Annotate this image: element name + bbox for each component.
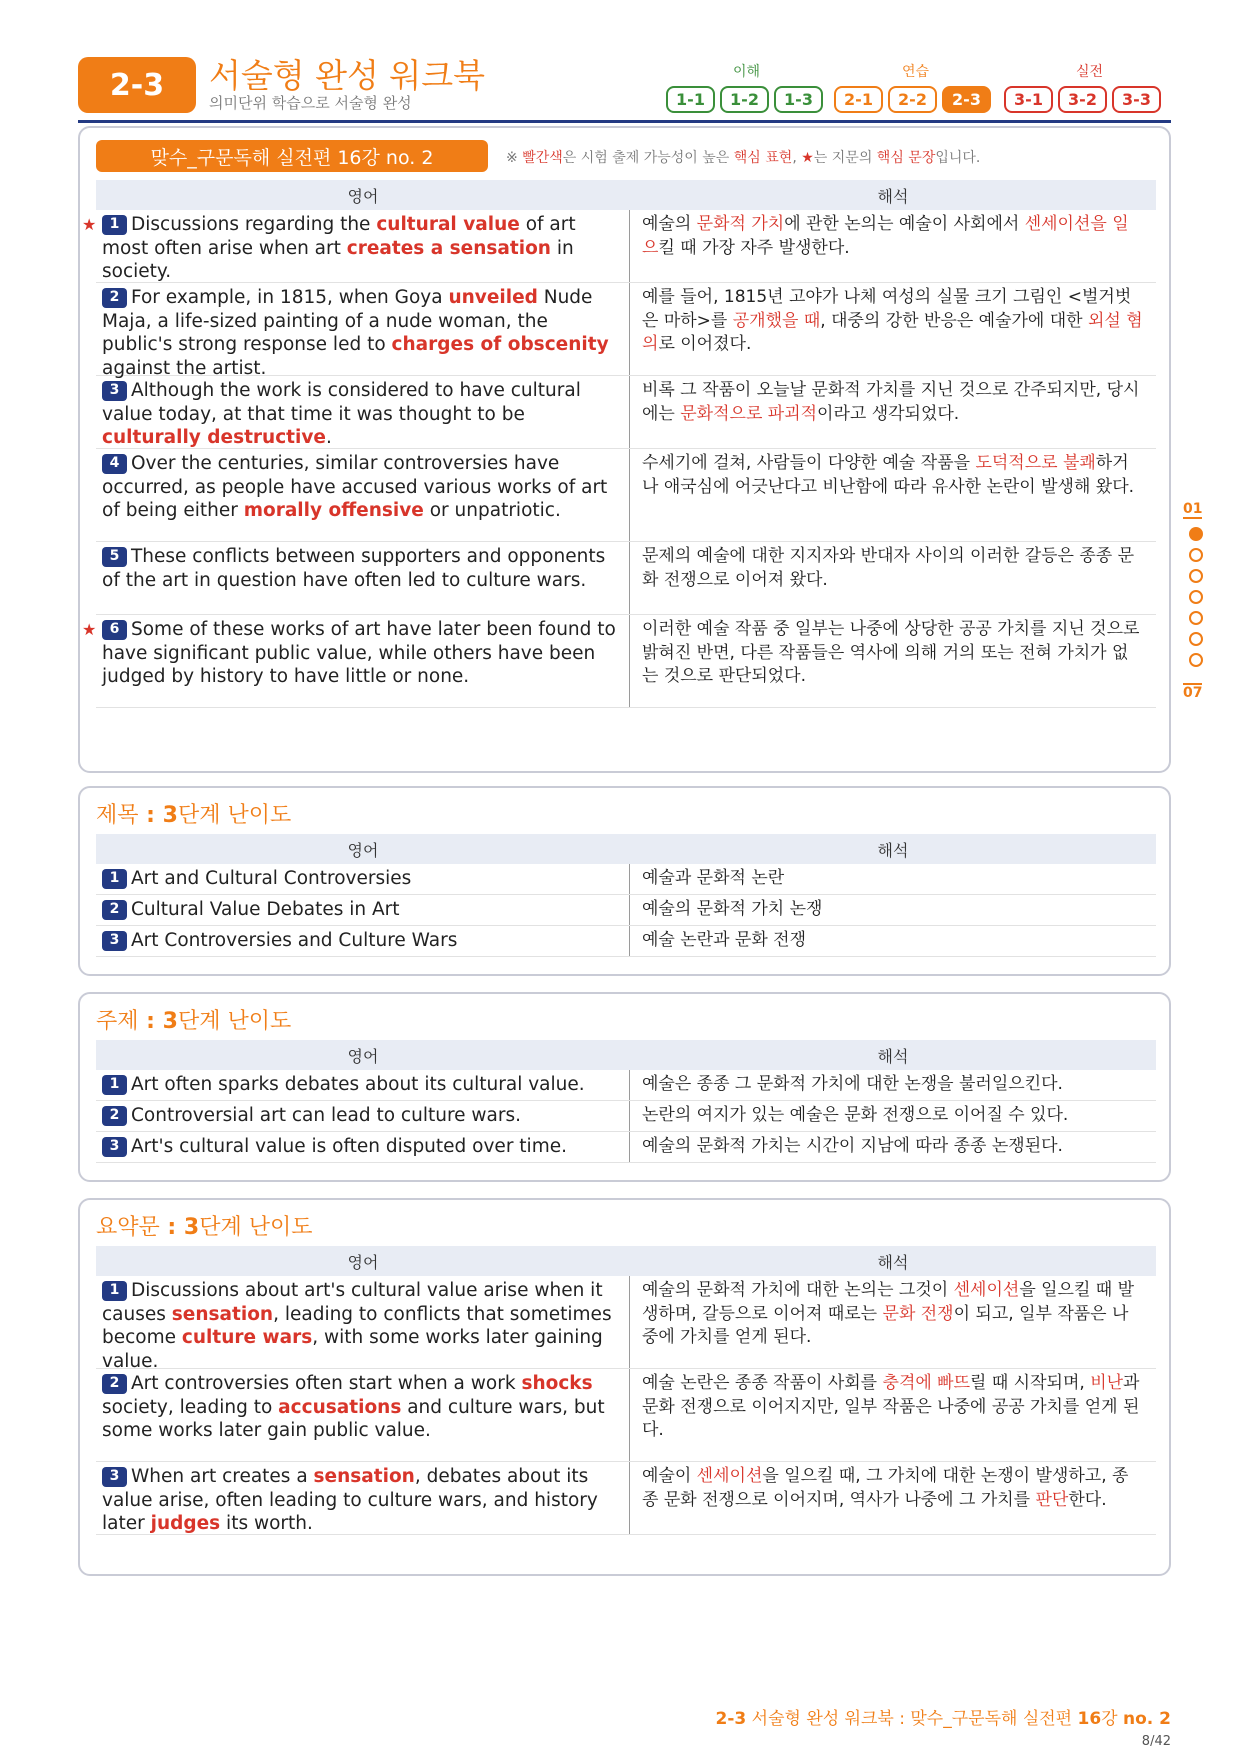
- translation-cell: [630, 615, 1156, 707]
- step-1-1[interactable]: 1-1: [666, 86, 715, 113]
- page-title: 서술형 완성 워크북: [209, 56, 486, 95]
- key-expression: 판단: [1035, 1489, 1069, 1510]
- group-label-real: 실전: [1076, 64, 1104, 80]
- text-segment: 예술은 종종 그 문화적 가치에 대한 논쟁을 불러일으킨다.: [642, 1074, 1063, 1094]
- key-expression: cultural value: [376, 214, 520, 235]
- step-2-3[interactable]: 2-3: [942, 86, 991, 113]
- key-expression: sensation: [171, 1303, 274, 1325]
- side-nav-dot-icon[interactable]: [1189, 611, 1203, 625]
- text-segment: 논란의 여지가 있는 예술은 문화 전쟁으로 이어질 수 있다.: [642, 1105, 1069, 1125]
- summary-rows: [96, 1276, 1156, 1535]
- text-segment: For example, in 1815, when Goya: [131, 287, 449, 308]
- step-3-2[interactable]: 3-2: [1058, 86, 1107, 113]
- step-2-2[interactable]: 2-2: [888, 86, 937, 113]
- text-segment: 한다.: [1068, 1489, 1107, 1510]
- translation-cell: [630, 1276, 1156, 1368]
- key-expression: 도덕적으로 불쾌: [975, 453, 1096, 473]
- text-segment: Art Controversies and Culture Wars: [131, 930, 458, 951]
- text-segment: Art's cultural value is often disputed over time.: [131, 1136, 567, 1157]
- table-row: [96, 1462, 1156, 1535]
- side-nav-dot-icon[interactable]: [1189, 632, 1203, 646]
- page-subtitle: 의미단위 학습으로 서술형 완성: [209, 94, 412, 112]
- key-expression: 문화적으로 파괴적: [680, 403, 818, 424]
- text-segment: Although the work is considered to have cultural value today, at that time it was thought to be: [102, 380, 581, 425]
- table-row: [96, 542, 1156, 615]
- text-segment: or unpatriotic.: [423, 500, 561, 521]
- english-cell: [96, 449, 630, 541]
- sentence-number: 1: [102, 215, 127, 235]
- key-expression: unveiled: [448, 287, 538, 308]
- step-3-1[interactable]: 3-1: [1004, 86, 1053, 113]
- key-expression: culturally destructive: [102, 427, 326, 448]
- text-segment: , debates about its value arise, often leading to culture wars, and history later: [102, 1466, 598, 1534]
- english-cell: [96, 1101, 630, 1131]
- col-translation: 해석: [877, 186, 909, 206]
- side-nav-dot-icon[interactable]: [1189, 653, 1203, 667]
- english-cell: [96, 1369, 630, 1461]
- side-nav-bottom: 07: [1183, 685, 1203, 701]
- key-expression: sensation: [313, 1466, 415, 1487]
- text-segment: its worth.: [220, 1513, 313, 1534]
- table-row: [96, 926, 1156, 957]
- text-segment: 을 일으킬 때 발생하며, 갈등으로 이어져 때로는: [642, 1280, 1135, 1324]
- english-cell: [82, 615, 630, 707]
- key-expression: 공개했을 때: [732, 310, 821, 331]
- key-expression: 비난: [1090, 1373, 1124, 1393]
- text-segment: 이 되고, 일부 작품은 나중에 가치를 얻게 된다.: [642, 1303, 1129, 1347]
- text-segment: 예술과 문화적 논란: [642, 868, 785, 888]
- sentence-number: 3: [102, 1137, 127, 1157]
- english-cell: [96, 864, 630, 894]
- key-expression: 문화적 가치: [696, 214, 785, 234]
- group-label-understand: 이해: [733, 64, 761, 80]
- text-segment: and culture wars, but some works later gain public value.: [102, 1396, 605, 1441]
- text-segment: , with some works later gaining value.: [102, 1327, 603, 1372]
- translation-cell: [630, 542, 1156, 614]
- summary-table: [96, 1246, 1156, 1535]
- title-rows: [96, 864, 1156, 957]
- passage-tag: 맞수_구문독해 실전편 16강 no. 2: [96, 140, 488, 172]
- key-expression: charges of obscenity: [391, 334, 609, 355]
- summary-section-heading: 요약문 : 3단계 난이도: [96, 1215, 313, 1240]
- sentence-number: 4: [102, 454, 127, 474]
- table-header: [96, 1246, 1156, 1276]
- key-expression: judges: [150, 1513, 221, 1534]
- unit-badge: 2-3: [78, 57, 196, 113]
- col-translation: 해석: [877, 840, 909, 860]
- table-row: [96, 1101, 1156, 1132]
- key-sentence-star-icon: ★: [82, 620, 97, 639]
- translation-cell: [630, 1132, 1156, 1162]
- table-row: [96, 1132, 1156, 1163]
- table-row: [96, 1070, 1156, 1101]
- text-segment: 예술의: [642, 214, 697, 234]
- english-cell: [96, 376, 630, 448]
- sentence-number: 1: [102, 869, 127, 889]
- text-segment: society, leading to: [102, 1396, 279, 1418]
- key-expression: 센세이션: [953, 1280, 1020, 1300]
- sentence-number: 3: [102, 931, 127, 951]
- side-nav-dot-icon[interactable]: [1189, 569, 1203, 583]
- table-header: [96, 1040, 1156, 1070]
- step-1-3[interactable]: 1-3: [774, 86, 823, 113]
- table-row: [82, 210, 1156, 283]
- summary-panel: [78, 1198, 1171, 1576]
- english-cell: [96, 542, 630, 614]
- table-header: [96, 834, 1156, 864]
- step-1-2[interactable]: 1-2: [720, 86, 769, 113]
- table-row: [96, 376, 1156, 449]
- text-segment: 문제의 예술에 대한 지지자와 반대자 사이의 이러한 갈등은 종종 문화 전쟁으로 이어져 왔다.: [642, 546, 1135, 590]
- table-row: [96, 1369, 1156, 1462]
- sentence-number: 2: [102, 1106, 127, 1126]
- col-translation: 해석: [877, 1046, 909, 1066]
- text-segment: against the artist.: [102, 357, 267, 379]
- theme-rows: [96, 1070, 1156, 1163]
- key-expression: shocks: [521, 1373, 593, 1394]
- key-sentence-star-icon: ★: [82, 215, 97, 234]
- english-cell: [96, 895, 630, 925]
- english-cell: [96, 1462, 630, 1534]
- text-segment: Art controversies often start when a work: [131, 1373, 522, 1394]
- table-row: [96, 895, 1156, 926]
- text-segment: 킬 때 가장 자주 발생한다.: [658, 237, 850, 258]
- page-number: 8/42: [1141, 1734, 1171, 1749]
- text-segment: 예술의 문화적 가치 논쟁: [642, 899, 823, 919]
- col-english: 영어: [347, 840, 379, 860]
- step-2-1[interactable]: 2-1: [834, 86, 883, 113]
- side-nav-top: 01: [1183, 501, 1203, 517]
- key-expression: 충격에 빠뜨: [882, 1373, 971, 1393]
- text-segment: 로 이어졌다.: [658, 334, 752, 354]
- sentence-number: 1: [102, 1075, 127, 1095]
- table-row: [96, 283, 1156, 379]
- translation-cell: [630, 1070, 1156, 1100]
- key-expression: 센세이션: [696, 1466, 763, 1486]
- title-section-heading: 제목 : 3단계 난이도: [96, 803, 292, 828]
- text-segment: of art most often arise when art: [102, 214, 576, 259]
- translation-cell: [630, 376, 1156, 448]
- theme-section-heading: 주제 : 3단계 난이도: [96, 1009, 292, 1034]
- side-nav-dot-icon[interactable]: [1189, 548, 1203, 562]
- sentence-number: 1: [102, 1281, 127, 1301]
- text-segment: .: [325, 427, 332, 448]
- passage-panel: [78, 126, 1171, 773]
- key-expression: 외설 혐의: [642, 310, 1143, 354]
- text-segment: Over the centuries, similar controversies have occurred, as people have accused various works of art of being either: [102, 453, 608, 521]
- translation-cell: [630, 1369, 1156, 1461]
- sentence-number: 3: [102, 1467, 127, 1487]
- theme-panel: [78, 992, 1171, 1182]
- side-nav-dot-icon[interactable]: [1189, 527, 1203, 541]
- side-nav-dot-icon[interactable]: [1189, 590, 1203, 604]
- text-segment: 이러한 예술 작품 중 일부는 나중에 상당한 공공 가치를 지닌 것으로 밝혀진 반면, 다른 작품들은 역사에 의해 거의 또는 전혀 가치가 없는 것으로 판단되었다.: [642, 619, 1140, 686]
- text-segment: Discussions about art's cultural value arise when it causes: [102, 1280, 603, 1325]
- text-segment: 에 관한 논의는 예술이 사회에서: [784, 214, 1025, 234]
- key-expression: 센세이션을 일으: [642, 214, 1129, 258]
- sentence-number: 6: [102, 620, 127, 640]
- sentence-number: 2: [102, 1374, 127, 1394]
- text-segment: 예술의 문화적 가치는 시간이 지남에 따라 종종 논쟁된다.: [642, 1136, 1063, 1156]
- text-segment: 수세기에 걸쳐, 사람들이 다양한 예술 작품을: [642, 453, 976, 473]
- text-segment: Controversial art can lead to culture wars.: [131, 1105, 521, 1126]
- text-segment: Nude Maja, a life-sized painting of a nude woman, the public's strong response led to: [102, 287, 593, 355]
- translation-cell: [630, 1462, 1156, 1534]
- text-segment: Art and Cultural Controversies: [131, 868, 412, 889]
- key-expression: morally offensive: [243, 500, 424, 521]
- text-segment: Some of these works of art have later been found to have significant public value, while others have been judged by history to have little or none.: [102, 619, 616, 687]
- translation-cell: [630, 283, 1156, 375]
- text-segment: Cultural Value Debates in Art: [131, 899, 400, 920]
- text-segment: 하거나 애국심에 어긋난다고 비난함에 따라 유사한 논란이 발생해 왔다.: [642, 453, 1135, 497]
- english-cell: [96, 1132, 630, 1162]
- group-label-practice: 연습: [902, 64, 930, 80]
- text-segment: 예술 논란과 문화 전쟁: [642, 930, 807, 950]
- table-row: [96, 449, 1156, 542]
- legend-note: ※ 빨간색은 시험 출제 가능성이 높은 핵심 표현, ★는 지문의 핵심 문장입니다.: [506, 150, 981, 166]
- text-segment: 이라고 생각되었다.: [817, 403, 960, 424]
- sentence-number: 3: [102, 381, 127, 401]
- text-segment: in society.: [102, 237, 574, 282]
- step-3-3[interactable]: 3-3: [1112, 86, 1161, 113]
- english-cell: [96, 1276, 630, 1372]
- text-segment: 과 문화 전쟁으로 이어지지만, 일부 작품은 나중에 공공 가치를 얻게 된다.: [642, 1373, 1140, 1440]
- text-segment: 을 일으킬 때, 그 가치에 대한 논쟁이 발생하고, 종종 문화 전쟁으로 이어지며, 역사가 나중에 그 가치를: [642, 1466, 1129, 1510]
- text-segment: Art often sparks debates about its cultural value.: [131, 1074, 585, 1095]
- text-segment: Discussions regarding the: [131, 214, 377, 235]
- english-cell: [96, 283, 630, 379]
- col-english: 영어: [347, 186, 379, 206]
- header-divider: [78, 120, 1171, 123]
- theme-table: [96, 1040, 1156, 1163]
- text-segment: 예술의 문화적 가치에 대한 논의는 그것이: [642, 1280, 954, 1300]
- key-expression: culture wars: [181, 1327, 313, 1348]
- text-segment: 예술 논란은 종종 작품이 사회를: [642, 1373, 883, 1393]
- english-cell: [96, 1070, 630, 1100]
- key-expression: creates a sensation: [346, 237, 551, 259]
- passage-rows: [82, 210, 1156, 708]
- sentence-number: 2: [102, 288, 127, 308]
- english-cell: [96, 926, 630, 956]
- translation-cell: [630, 449, 1156, 541]
- sentence-number: 2: [102, 900, 127, 920]
- footer-caption: 2-3 서술형 완성 워크북 : 맞수_구문독해 실전편 16강 no. 2: [715, 1709, 1171, 1729]
- text-segment: , 대중의 강한 반응은 예술가에 대한: [820, 310, 1088, 331]
- text-segment: When art creates a: [131, 1466, 314, 1487]
- text-segment: 비록 그 작품이 오늘날 문화적 가치를 지닌 것으로 간주되지만, 당시에는: [642, 380, 1140, 424]
- table-row: [82, 615, 1156, 708]
- col-english: 영어: [347, 1252, 379, 1272]
- text-segment: These conflicts between supporters and opponents of the art in question have often led to culture wars.: [102, 546, 606, 591]
- english-cell: [82, 210, 630, 282]
- col-english: 영어: [347, 1046, 379, 1066]
- title-table: [96, 834, 1156, 957]
- translation-cell: [630, 1101, 1156, 1131]
- passage-table: [82, 180, 1156, 708]
- title-panel: [78, 786, 1171, 976]
- key-expression: 문화 전쟁: [882, 1303, 954, 1324]
- translation-cell: [630, 895, 1156, 925]
- table-row: [96, 1276, 1156, 1372]
- col-translation: 해석: [877, 1252, 909, 1272]
- text-segment: , leading to conflicts that sometimes become: [102, 1303, 612, 1348]
- translation-cell: [630, 864, 1156, 894]
- key-expression: accusations: [278, 1396, 402, 1418]
- text-segment: 예술이: [642, 1466, 697, 1486]
- table-header: [96, 180, 1156, 210]
- sentence-number: 5: [102, 547, 127, 567]
- table-row: [96, 864, 1156, 895]
- text-segment: 예를 들어, 1815년 고야가 나체 여성의 실물 크기 그림인 <벌거벗은 마하>를: [642, 287, 1132, 331]
- translation-cell: [630, 210, 1156, 282]
- translation-cell: [630, 926, 1156, 956]
- text-segment: 릴 때 시작되며,: [970, 1373, 1091, 1393]
